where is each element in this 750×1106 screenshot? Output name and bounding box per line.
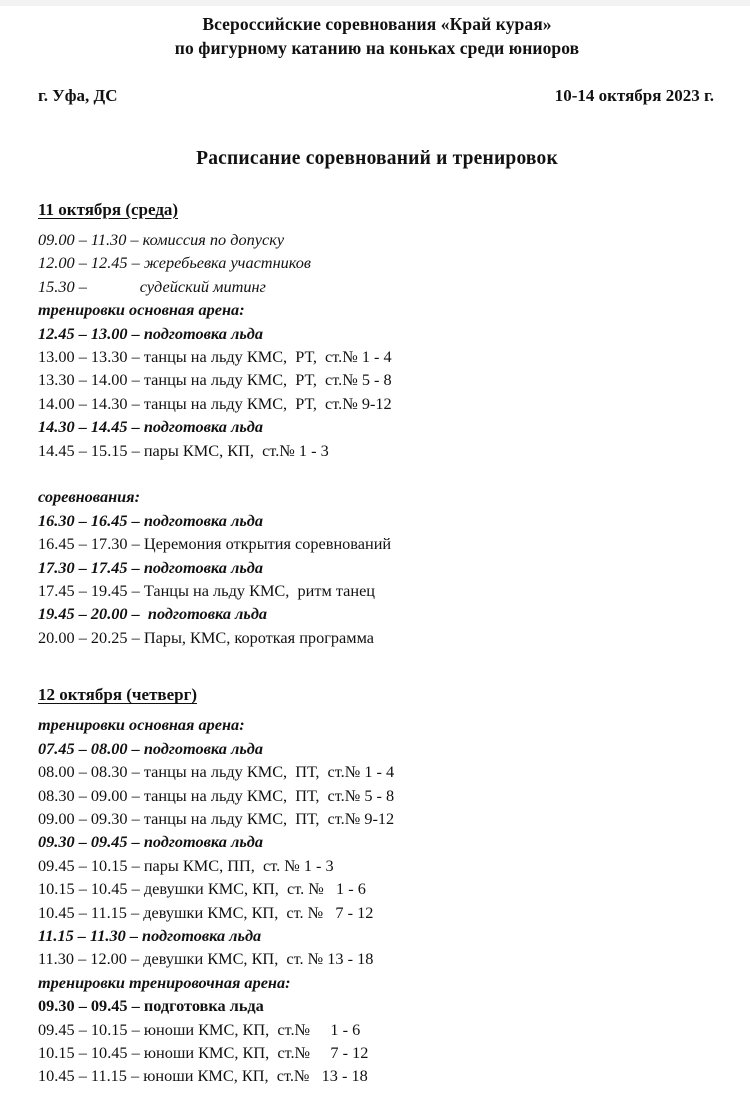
schedule-entry: 10.45 – 11.15 – девушки КМС, КП, ст. № 7 - 12 — [38, 902, 374, 922]
schedule-entry: 17.45 – 19.45 – Танцы на льду КМС, ритм танец — [38, 581, 376, 601]
schedule-entry: 14.00 – 14.30 – танцы на льду КМС, РТ, ст.№ 9-12 — [38, 393, 392, 413]
document-title — [38, 12, 716, 60]
schedule-entry: 17.30 – 17.45 – подготовка льда — [38, 557, 263, 577]
schedule-day-heading: 12 октября (четверг) — [38, 685, 197, 705]
schedule-entry: 15.30 – судейский митинг — [38, 276, 266, 296]
schedule-entry: 08.30 – 09.00 – танцы на льду КМС, ПТ, ст.№ 5 - 8 — [38, 785, 395, 805]
schedule-entry: 08.00 – 08.30 – танцы на льду КМС, ПТ, ст.№ 1 - 4 — [38, 762, 395, 782]
schedule-entry: 09.45 – 10.15 – пары КМС, ПП, ст. № 1 - 3 — [38, 855, 334, 875]
schedule-entry: тренировки основная арена: — [38, 715, 245, 735]
schedule-entry: 09.30 – 09.45 – подготовка льда — [38, 996, 264, 1016]
schedule-day-block — [38, 685, 716, 1088]
schedule-entry-spacer — [38, 462, 716, 485]
schedule-entry: 16.30 – 16.45 – подготовка льда — [38, 510, 263, 530]
schedule-entry: 12.00 – 12.45 – жеребьевка участников — [38, 253, 311, 273]
schedule-entry: 14.45 – 15.15 – пары КМС, КП, ст.№ 1 - 3 — [38, 440, 329, 460]
event-dates: 10-14 октября 2023 г. — [554, 86, 714, 105]
schedule-entry: 11.30 – 12.00 – девушки КМС, КП, ст. № 13 - 18 — [38, 949, 374, 969]
schedule-day-block — [38, 200, 716, 649]
schedule-entry: 10.15 – 10.45 – девушки КМС, КП, ст. № 1 - 6 — [38, 879, 366, 899]
schedule-entry: тренировки основная арена: — [38, 300, 245, 320]
event-location: г. Уфа, ДС — [38, 86, 118, 105]
schedule-entry: 10.45 – 11.15 – юноши КМС, КП, ст.№ 13 - 18 — [38, 1066, 368, 1086]
schedule-entry-list — [38, 228, 716, 649]
schedule-entry: 09.30 – 09.45 – подготовка льда — [38, 832, 263, 852]
schedule-entry-list — [38, 713, 716, 1088]
schedule-entry: 14.30 – 14.45 – подготовка льда — [38, 417, 263, 437]
schedule-entry: 09.00 – 11.30 – комиссия по допуску — [38, 230, 285, 249]
schedule-entry: 12.45 – 13.00 – подготовка льда — [38, 323, 263, 343]
schedule-entry: соревнования: — [38, 487, 140, 507]
schedule-day-heading: 11 октября (среда) — [38, 200, 179, 219]
schedule-entry: 07.45 – 08.00 – подготовка льда — [38, 738, 263, 758]
schedule-entry: тренировки тренировочная арена: — [38, 972, 291, 992]
schedule-entry: 09.00 – 09.30 – танцы на льду КМС, ПТ, ст.№ 9-12 — [38, 808, 395, 828]
schedule-entry: 16.45 – 17.30 – Церемония открытия соревнований — [38, 534, 392, 554]
schedule-section-title: Расписание соревнований и тренировок — [196, 148, 558, 169]
schedule-entry: 10.15 – 10.45 – юноши КМС, КП, ст.№ 7 - 12 — [38, 1042, 369, 1062]
document-title-line-2: по фигурному катанию на коньках среди юниоров — [174, 38, 580, 58]
schedule-entry: 11.15 – 11.30 – подготовка льда — [38, 925, 262, 945]
schedule-days-container — [38, 200, 716, 1088]
schedule-entry: 20.00 – 20.25 – Пары, КМС, короткая программа — [38, 627, 374, 647]
schedule-entry: 09.45 – 10.15 – юноши КМС, КП, ст.№ 1 - 6 — [38, 1019, 361, 1039]
event-meta-row — [38, 86, 716, 106]
document-title-line-1: Всероссийские соревнования «Край курая» — [202, 14, 552, 34]
schedule-entry: 13.00 – 13.30 – танцы на льду КМС, РТ, ст.№ 1 - 4 — [38, 347, 392, 367]
schedule-entry: 13.30 – 14.00 – танцы на льду КМС, РТ, ст.№ 5 - 8 — [38, 370, 392, 390]
schedule-entry: 19.45 – 20.00 – подготовка льда — [38, 604, 268, 624]
